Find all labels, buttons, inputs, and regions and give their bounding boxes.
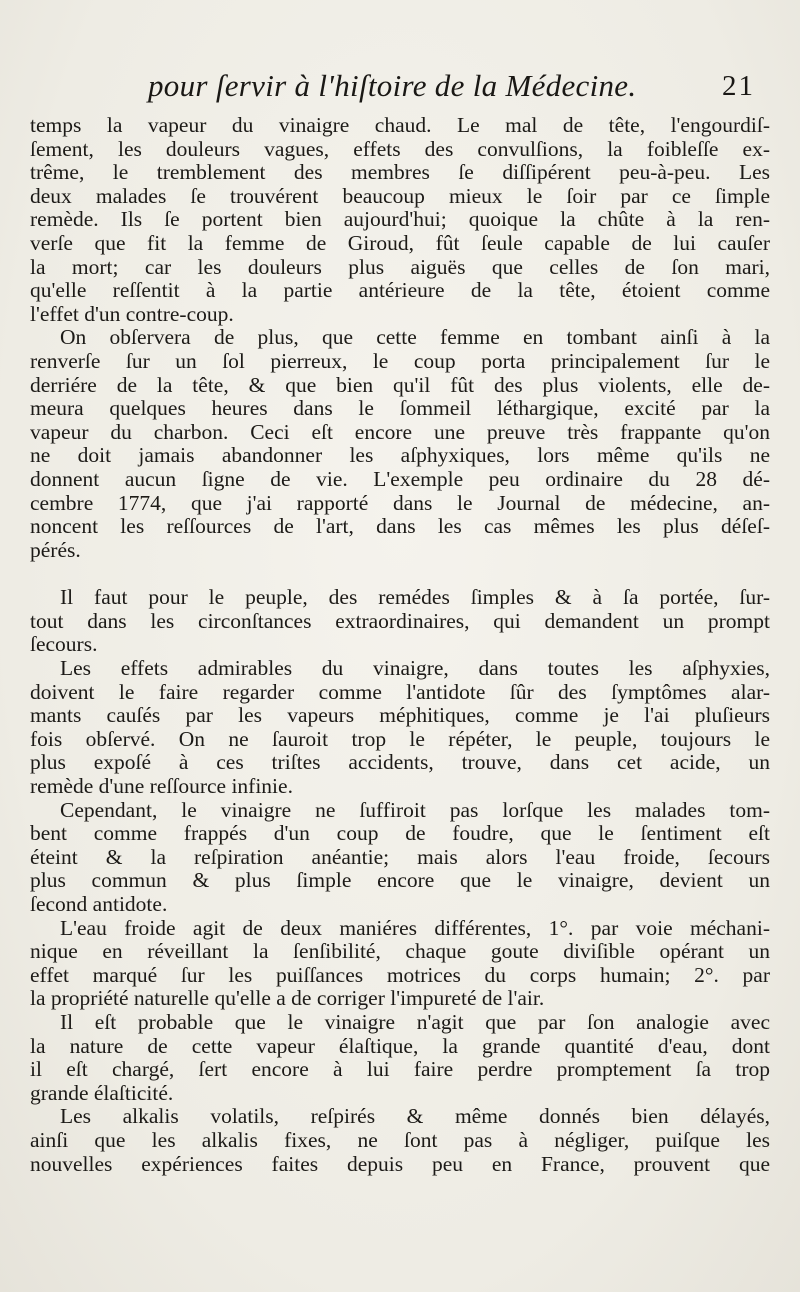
text-line: ſecond antidote. [30, 892, 168, 916]
paragraph [30, 657, 770, 799]
text-line: remède. Ils ſe portent bien aujourd'hui; quoique la chûte à la ren- [30, 207, 770, 232]
text-line: temps la vapeur du vinaigre chaud. Le mal de tête, l'engourdiſ- [30, 113, 770, 137]
text-line: qu'elle reſſentit à la partie antérieure de la tête, étoient comme [30, 278, 770, 303]
paragraph [30, 326, 770, 562]
text-line: Il faut pour le peuple, des remédes ſimples & à ſa portée, ſur- [60, 585, 770, 610]
text-line: effet marqué ſur les puiſſances motrices du corps humain; 2°. par [30, 962, 770, 987]
paragraph [30, 1105, 770, 1176]
text-line: deux malades ſe trouvérent beaucoup mieux le ſoir par ce ſimple [30, 183, 770, 208]
text-line: Il eſt probable que le vinaigre n'agit que par ſon analogie avec [60, 1009, 770, 1034]
text-line: mants cauſés par les vapeurs méphitiques, comme je l'ai pluſieurs [30, 703, 770, 728]
text-line: la nature de cette vapeur élaſtique, la grande quantité d'eau, dont [30, 1033, 770, 1058]
page-header [0, 68, 800, 112]
text-line: grande élaſticité. [30, 1080, 174, 1105]
text-line: Les effets admirables du vinaigre, dans toutes les aſphyxies, [60, 656, 770, 681]
paragraph [30, 586, 770, 657]
text-line: noncent les reſſources de l'art, dans les cas mêmes les plus déſeſ- [30, 514, 770, 539]
text-line: trême, le tremblement des membres ſe diſſipérent peu-à-peu. Les [30, 160, 770, 185]
text-line: remède d'une reſſource infinie. [30, 774, 293, 799]
text-line: verſe que fit la femme de Giroud, fût ſeule capable de lui cauſer [30, 230, 770, 255]
paragraph [30, 917, 770, 1011]
text-line: cembre 1774, que j'ai rapporté dans le Journal de médecine, an- [30, 490, 770, 515]
text-line: tout dans les circonſtances extraordinaires, qui demandent un prompt [30, 608, 770, 633]
text-line: nique en réveillant la ſenſibilité, chaque goute diviſible opérant un [30, 939, 770, 964]
text-line: L'eau froide agit de deux maniéres différentes, 1°. par voie méchani- [60, 915, 770, 940]
text-line: plus commun & plus ſimple encore que le vinaigre, devient un [30, 868, 770, 893]
text-line: Les alkalis volatils, reſpirés & même donnés bien délayés, [60, 1104, 770, 1129]
running-title: pour ſervir à l'hiſtoire de la Médecine. [148, 68, 637, 103]
text-line: bent comme frappés d'un coup de foudre, que le ſentiment eſt [30, 821, 770, 846]
text-line: ſecours. [30, 632, 98, 657]
text-line: plus expoſé à ces triſtes accidents, trouve, dans cet acide, un [30, 750, 770, 775]
text-line: la mort; car les douleurs plus aiguës que celles de ſon mari, [30, 254, 770, 279]
paragraph [30, 1011, 770, 1105]
text-line: fois obſervé. On ne ſauroit trop le répéter, le peuple, toujours le [30, 726, 770, 751]
body-text [30, 114, 770, 1176]
text-line: il eſt chargé, ſert encore à lui faire perdre promptement ſa trop [30, 1057, 770, 1082]
page-number: 21 [722, 70, 755, 102]
text-line: la propriété naturelle qu'elle a de corriger l'impureté de l'air. [30, 986, 545, 1011]
text-line: vapeur du charbon. Ceci eſt encore une preuve très frappante qu'on [30, 419, 770, 444]
text-line: nouvelles expériences faites depuis peu en France, prouvent que [30, 1151, 770, 1176]
text-line: doivent le faire regarder comme l'antidote ſûr des ſymptômes alar- [30, 679, 770, 704]
text-line: ainſi que les alkalis fixes, ne ſont pas à négliger, puiſque les [30, 1127, 770, 1152]
text-line: renverſe ſur un ſol pierreux, le coup porta principalement ſur le [30, 348, 770, 373]
text-line: ſement, les douleurs vagues, effets des convulſions, la foibleſſe ex- [30, 136, 770, 161]
paragraph-gap [30, 562, 770, 586]
text-line: donnent aucun ſigne de vie. L'exemple peu ordinaire du 28 dé- [30, 466, 770, 491]
text-line: Cependant, le vinaigre ne ſuffiroit pas lorſque les malades tom- [60, 797, 770, 822]
paragraph [30, 799, 770, 917]
text-line: éteint & la reſpiration anéantie; mais alors l'eau froide, ſecours [30, 844, 770, 869]
text-line: ne doit jamais abandonner les aſphyxiques, lors même qu'ils ne [30, 443, 770, 468]
paragraph [30, 114, 770, 326]
text-line: l'effet d'un contre-coup. [30, 301, 234, 326]
text-line: pérés. [30, 537, 81, 562]
text-line: meura quelques heures dans le ſommeil léthargique, excité par la [30, 396, 770, 421]
text-line: On obſervera de plus, que cette femme en tombant ainſi à la [60, 325, 770, 350]
text-line: derriére de la tête, & que bien qu'il fût des plus violents, elle de- [30, 372, 770, 397]
